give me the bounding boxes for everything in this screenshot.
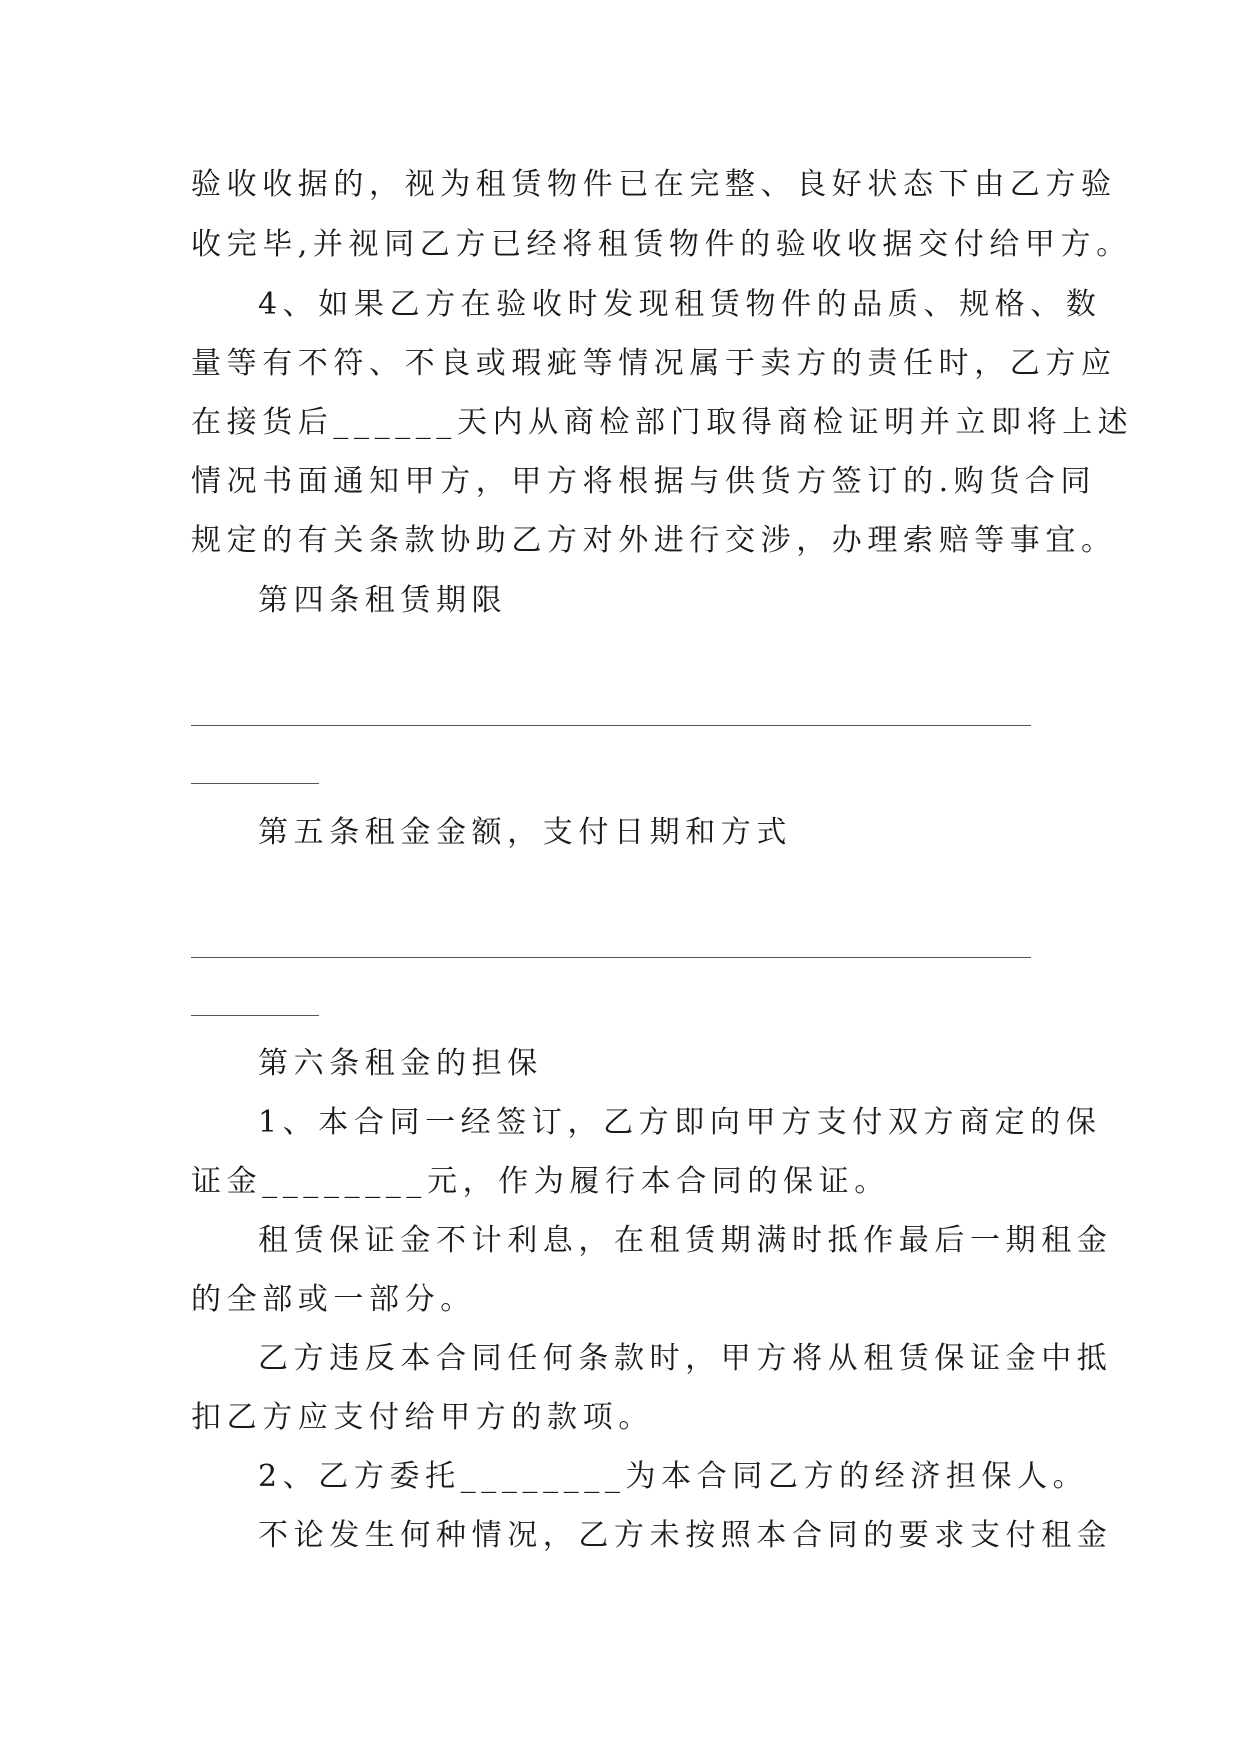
paragraph-line: 证金________元，作为履行本合同的保证。: [191, 1164, 890, 1199]
paragraph-line: 租赁保证金不计利息，在租赁期满时抵作最后一期租金: [258, 1223, 1113, 1258]
paragraph-line: 的全部或一部分。: [191, 1282, 476, 1317]
paragraph-line: 情况书面通知甲方，甲方将根据与供货方签订的.购货合同: [191, 464, 1097, 499]
paragraph-line: 不论发生何种情况，乙方未按照本合同的要求支付租金: [258, 1518, 1113, 1553]
paragraph-line: 验收收据的，视为租赁物件已在完整、良好状态下由乙方验: [191, 167, 1117, 202]
paragraph-line: 量等有不符、不良或瑕疵等情况属于卖方的责任时，乙方应: [191, 346, 1117, 381]
paragraph-line: 1、本合同一经签订，乙方即向甲方支付双方商定的保: [258, 1105, 1102, 1140]
paragraph-line: 扣乙方应支付给甲方的款项。: [191, 1400, 654, 1435]
paragraph-line: 4、如果乙方在验收时发现租赁物件的品质、规格、数: [258, 287, 1102, 322]
section-heading: 第六条租金的担保: [258, 1046, 543, 1081]
paragraph-line: 在接货后______天内从商检部门取得商检证明并立即将上述: [191, 405, 1134, 440]
blank-fill-line: [191, 1015, 319, 1016]
paragraph-line: 收完毕,并视同乙方已经将租赁物件的验收收据交付给甲方。: [191, 227, 1132, 262]
section-heading: 第五条租金金额，支付日期和方式: [258, 815, 792, 850]
paragraph-line: 乙方违反本合同任何条款时，甲方将从租赁保证金中抵: [258, 1341, 1113, 1376]
blank-fill-line: [191, 783, 319, 784]
section-heading: 第四条租赁期限: [258, 583, 508, 618]
paragraph-line: 2、乙方委托________为本合同乙方的经济担保人。: [258, 1459, 1089, 1494]
paragraph-line: 规定的有关条款协助乙方对外进行交涉，办理索赔等事宜。: [191, 523, 1117, 558]
blank-fill-line: [191, 725, 1031, 726]
blank-fill-line: [191, 957, 1031, 958]
